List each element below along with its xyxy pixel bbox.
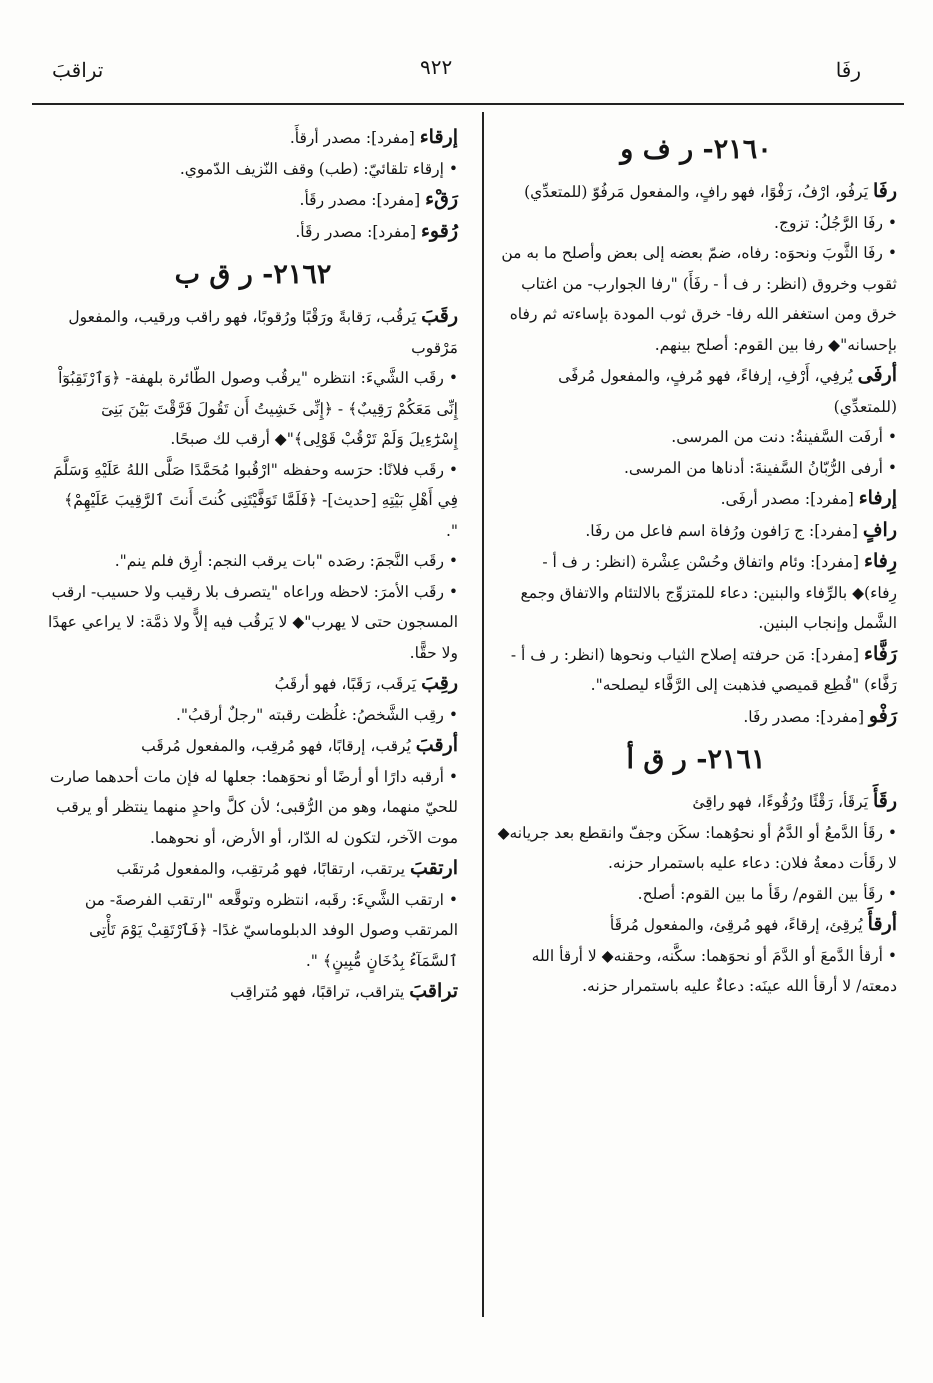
entry-definition: يَرقُب، رَقابةً ورَقْبًا ورُقوبًا، فهو راقب ورقيب، والمفعول مَرْقوب [68, 308, 458, 357]
entry-headword: ارتقبَ [409, 857, 458, 879]
entry-definition: [مفرد]: وئام واتفاق وحُسْن عِشْرة (انظر: ر ف أ - رِفاء)◆ بالرِّفاء والبنين: دعاء للمتزوِّج بالالتئام والاتفاق وجمع الشَّمل وإنجاب البنين. [520, 553, 897, 632]
sense: • أرقبه دارًا أو أرضًا أو نحوَهما: جعلها له فإن مات أحدهما صارت للحيّ منهما، وهو من الرُّقبى؛ لأن كلَّ واحدٍ منهما ينتظر أو يرقب موت الآخر، لتكون له الدّار، أو الأرض، أو نحوهما. [49, 767, 458, 847]
entry [48, 668, 458, 700]
sense: • أرقأ الدَّمعَ أو الدَّمَ أو نحوَهما: سكَّنه، وحقنه◆ لا أرقأ الله دمعته/ لا أرقأ الله عينَه: دعاءٌ عليه باستمرار حزنه. [531, 946, 897, 995]
sense: • رقَب الأمرَ: لاحظه وراعاه "يتصرف بلا رقيب ولا حسيب- ارقب المسجون حتى لا يهرب"◆ لا يَرقُب فيه إلاًّ ولا ذمَّة: لا يراعي عهدًا ولا حقًّا. [48, 582, 458, 662]
column-divider [482, 112, 484, 1317]
sense: • رقَأ الدَّمعُ أو الدَّمُ أو نحوُهما: سكَن وجفّ وانقطع بعد جريانه◆ لا رقَأت دمعةُ فلان: دعاء عليه باستمرار حزنه. [497, 823, 897, 872]
sense: • إرقاء تلقائيّ: (طب) وقف النّزيف الدّموي. [179, 159, 458, 178]
entry-definition: يُرقِئ، إرقاءً، فهو مُرقِئ، والمفعول مُرقَأ [609, 916, 868, 934]
entry-headword: أرفَى [857, 364, 897, 386]
entry-headword: أرقأَ [867, 913, 897, 935]
entry-definition: يَرقَأ، رَقْئًا ورُقُوءًا، فهو راقِئ [692, 793, 873, 811]
entry-headword: إرقاء [419, 126, 458, 148]
root-heading: ٢١٦٢- ر ق ب [174, 259, 332, 290]
entry-definition: يَرفُو، ارْفُ، رَفْوًا، فهو رافٍ، والمفعول مَرفُوّ (للمتعدِّي) [524, 183, 873, 201]
sense: • رقَب الشَّيءَ: انتظره "يرقُب وصول الطّائرة بلهفة- ﴿وَٱرْتَقِبُوٓاْ إِنِّى مَعَكُمْ رَقِيبٌ﴾ - ﴿إِنِّى خَشِيتُ أَن تَقُولَ فَرَّقْتَ بَيْنَ بَنِىٓ إِسْرَٰٓءِيلَ وَلَمْ تَرْقُبْ قَوْلِى﴾"◆ أرقب لك صبحًا. [58, 369, 458, 448]
sense: • رقَأ بين القوم/ رقَأ ما بين القوم: أصلح. [637, 884, 897, 903]
entry [495, 515, 897, 547]
entry [495, 786, 897, 818]
entry-definition: يُرقب، إرقابًا، فهو مُرقِب، والمفعول مُرقَب [141, 737, 416, 755]
entry [48, 301, 458, 363]
entry-definition: يتراقب، تراقبًا، فهو مُتراقِب [229, 983, 410, 1001]
entry-headword: رَفَّاء [864, 642, 897, 665]
entry-definition: [مفرد]: ج رَافون ورُفاة اسم فاعل من رفَا. [585, 521, 863, 540]
entry-headword: رقِبَ [421, 672, 458, 694]
sense: • ارتقب الشَّيءَ: رقَبه، انتظره وتوقَّعه "ارتقب الفرصةَ- من المرتقب وصول الوفد الدبلوماسيّ غدًا- ﴿فَٱرْتَقِبْ يَوْمَ تَأْتِى ٱلسَّمَآءُ بِدُخَانٍ مُّبِينٍ﴾ ". [84, 890, 458, 970]
entry-headword: أرقبَ [415, 734, 458, 756]
header-last-word: تراقبَ [52, 58, 104, 82]
root-heading: ٢١٦٠- ر ف و [620, 134, 772, 165]
entry-headword: رِفاء [864, 550, 897, 572]
entry [495, 483, 897, 515]
entry-definition: [مفرد]: مصدر رقَأ. [299, 191, 426, 209]
entry-headword: رافٍ [862, 518, 897, 541]
entry-definition: يَرقَب، رَقَبًا، فهو أرقَبُ [274, 675, 422, 693]
sense: • رقَب النَّجمَ: رصَده "بات يرقب النجم: أرِق فلم ينم". [114, 552, 458, 570]
entry [48, 122, 458, 154]
entry [495, 546, 897, 639]
entry-headword: رقَأَ [872, 790, 897, 812]
entry [495, 909, 897, 941]
entry-headword: رفَا [872, 180, 897, 202]
entry-headword: رَقْء [425, 188, 458, 210]
entry [495, 360, 897, 422]
entry-headword: تراقبَ [409, 980, 458, 1002]
entry [48, 730, 458, 762]
entry [48, 976, 458, 1008]
entry-definition: [مفرد]: مصدر رفَا. [743, 707, 869, 726]
header-rule [32, 103, 904, 105]
page-number: ٩٢٢ [420, 55, 453, 79]
sense: • أرفَت السَّفينةُ: دنت من المرسى. [671, 428, 897, 446]
entry-headword: رَفْو [868, 704, 897, 727]
entry [48, 184, 458, 216]
sense: • رقَب فلانًا: حرَسه وحفظه "ارْقُبوا مُحَمَّدًا صَلَّى اللهُ عَلَيْهِ وَسَلَّمَ فِي أَهْلِ بَيْتِهِ [حديث]- ﴿فَلَمَّا تَوَفَّيْتَنِى كُنتَ أَنتَ ٱلرَّقِيبَ عَلَيْهِمْ﴾ ". [53, 460, 458, 540]
entry-headword: إرفاء [858, 487, 897, 509]
entry-definition: يرتقب، ارتقابًا، فهو مُرتقِب، والمفعول مُرتقَب [116, 860, 410, 878]
entry-definition: [مفرد]: مصدر أرقأَ. [289, 129, 420, 147]
sense: • رفَا الثَّوبَ ونحوَه: رفاه، ضمّ بعضه إلى بعض وأصلح ما به من ثقوب وخروق (انظر: ر ف أ - رفَأَ) "رفا الجوارب- من اغتاب خرق ومن استغفر الله رفا- خرق ثوب المودة بإساءته ثم رفاه بإحسانه"◆ رفا بين القوم: أصلح بينهم. [501, 244, 897, 354]
page-header [0, 0, 933, 100]
entry-definition: يُرفِي، أَرْفِ، إرفاءً، فهو مُرفٍ، والمفعول مُرفًى (للمتعدِّي) [558, 367, 897, 416]
sense: • رقِب الشَّخصُ: غلُظت رقبته "رجلٌ أرقبُ". [175, 705, 458, 724]
entry-headword: رُقوء [420, 219, 458, 242]
root-heading: ٢١٦١- ر ق أ [626, 744, 766, 775]
entry [495, 176, 897, 208]
entry [495, 701, 897, 733]
entry-definition: [مفرد]: مصدر أرفَى. [720, 490, 859, 508]
header-first-word: رفَا [835, 58, 861, 82]
sense: • أرفى الرُّبّانُ السَّفينةَ: أدناها من المرسى. [623, 458, 897, 477]
entry [495, 639, 897, 701]
entry [48, 853, 458, 885]
sense: • رفَا الرَّجُلُ: تزوج. [774, 213, 897, 232]
left-column [48, 122, 458, 1008]
entry-definition: [مفرد]: مَن حرفته إصلاح الثياب ونحوها (انظر: ر ف أ - رَفَّاء) "قُطِع قميصي فذهبت إلى الرَّفَّاء ليصلحه". [510, 645, 897, 694]
entry [48, 216, 458, 248]
entry-definition: [مفرد]: مصدر رقَأ. [295, 222, 421, 241]
entry-headword: رقَبَ [421, 305, 458, 327]
right-column [495, 122, 897, 1002]
